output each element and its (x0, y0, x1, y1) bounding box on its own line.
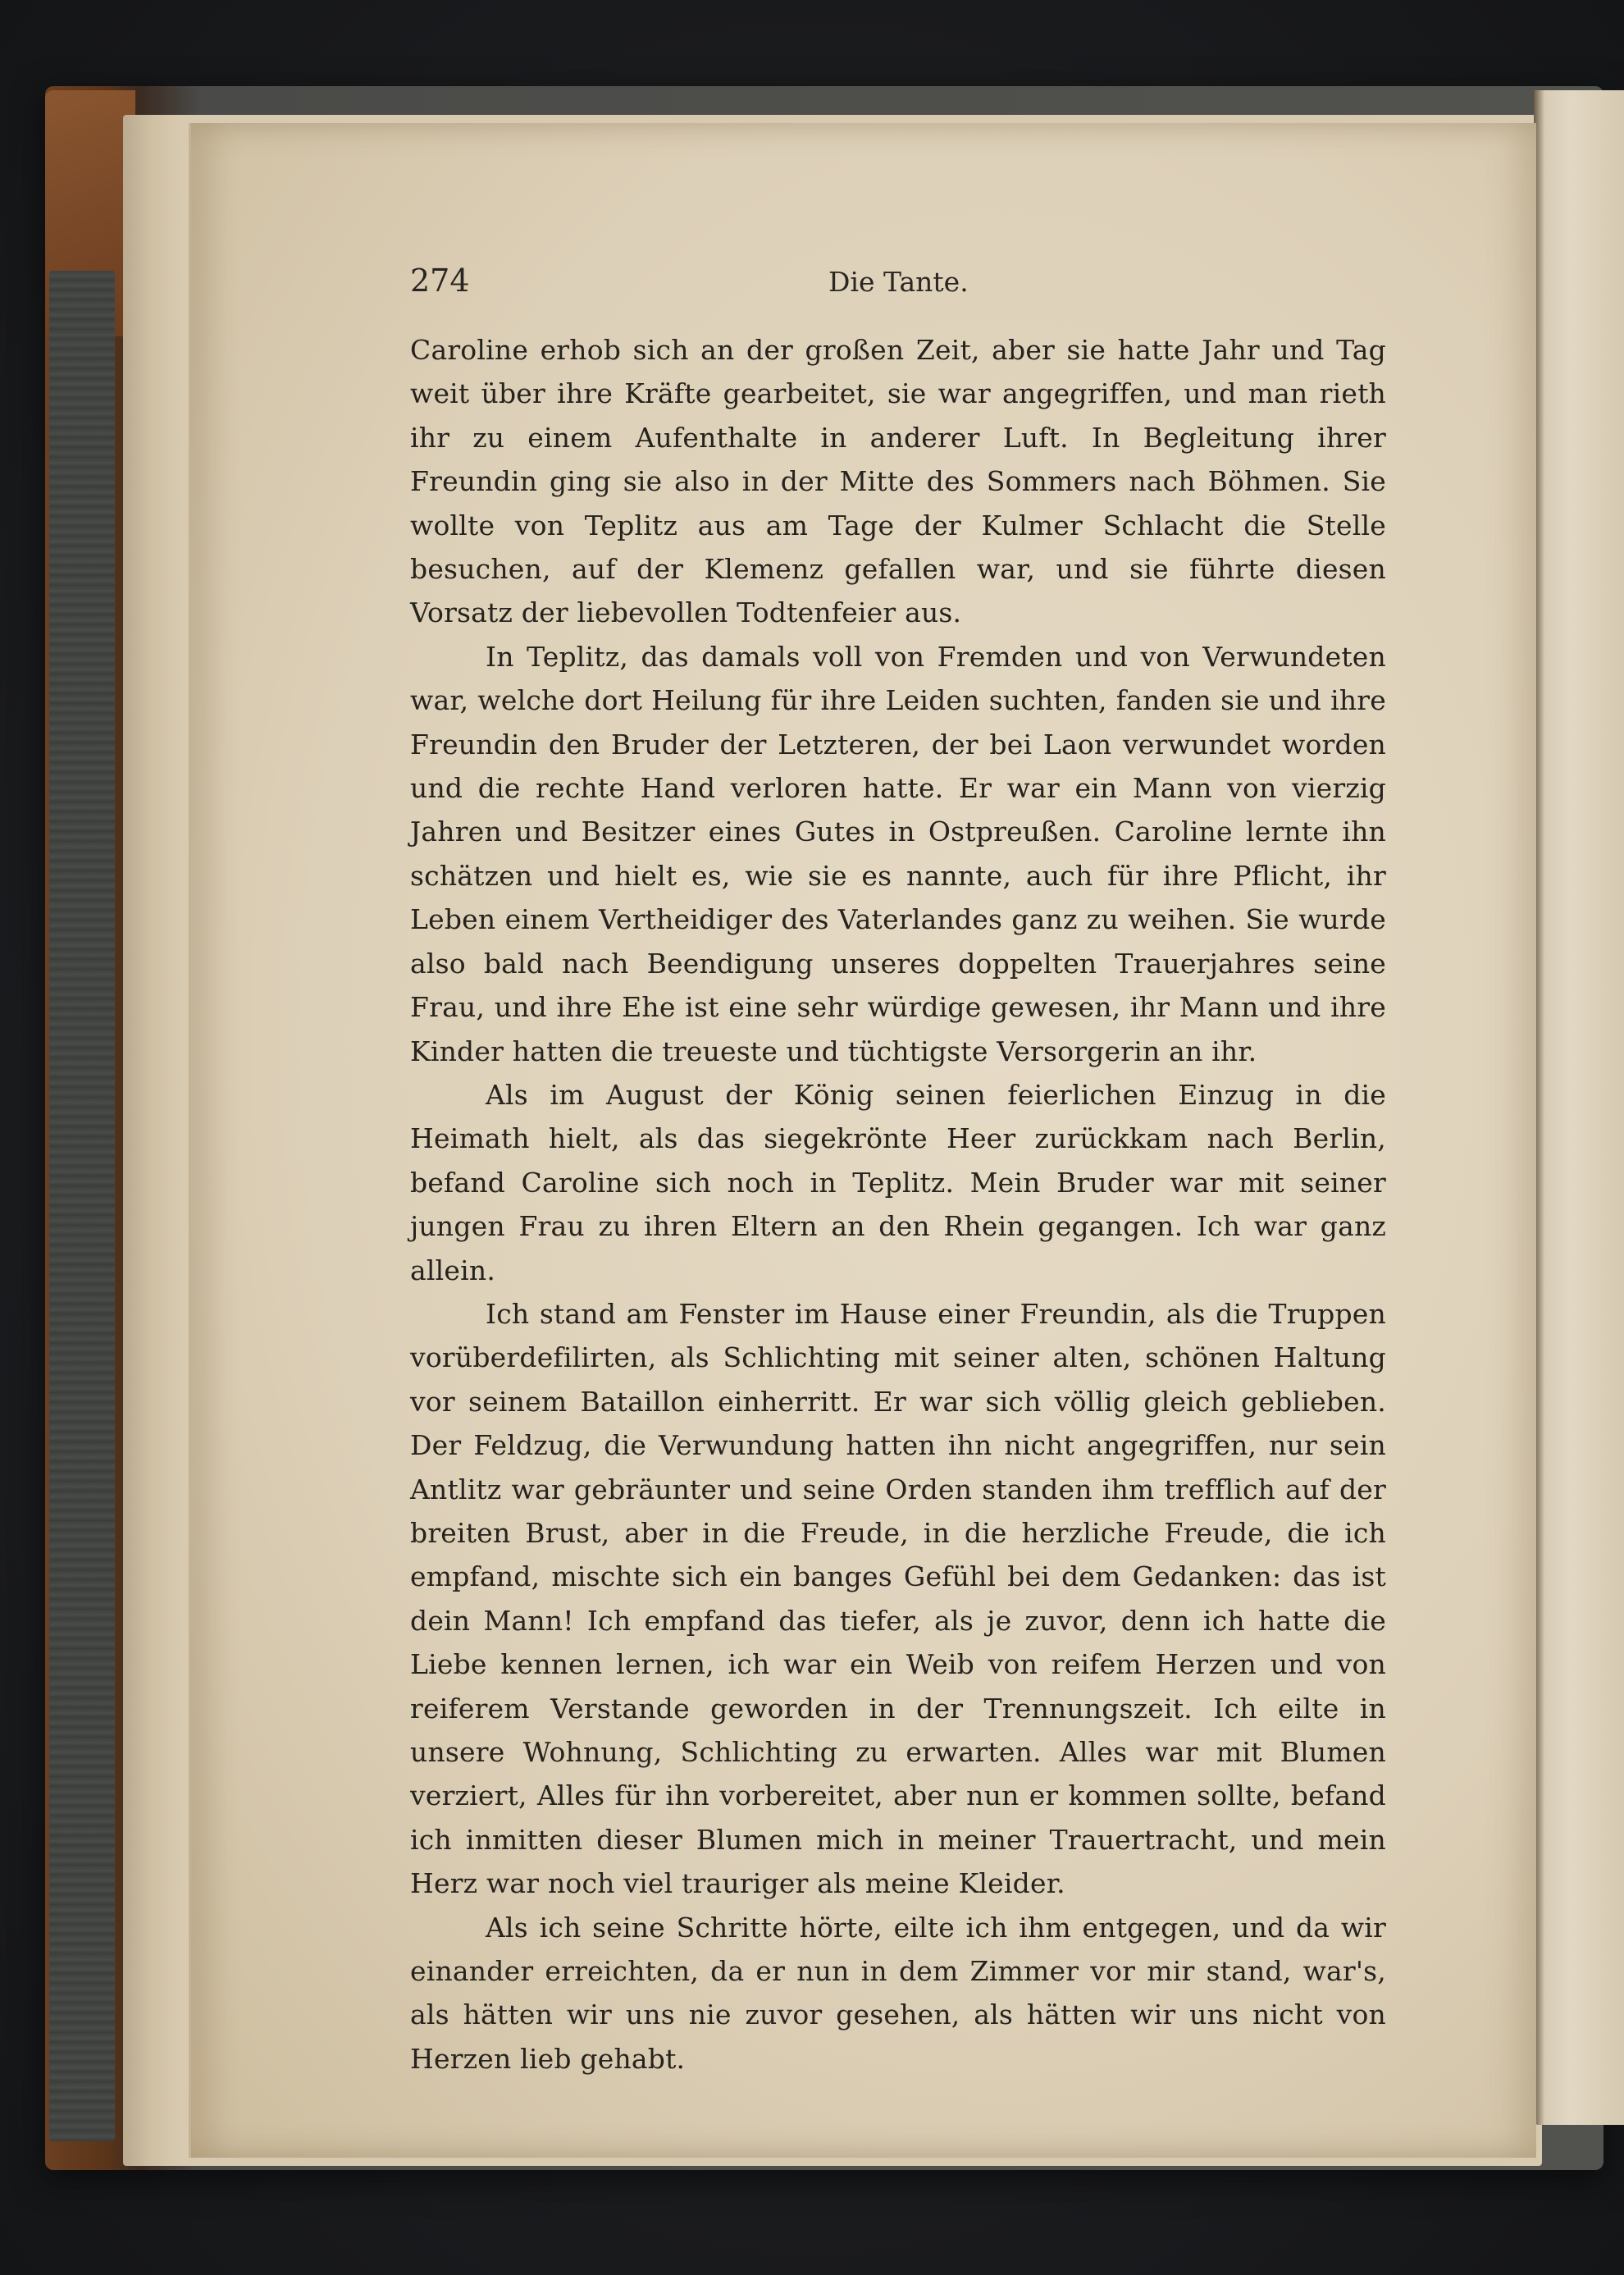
running-title: Die Tante. (828, 266, 969, 298)
paragraph: Ich stand am Fenster im Hause einer Freundin, als die Truppen vorüberdefilirten, als Schlichting mit seiner alten, schönen Haltung vor seinem Bataillon einherritt. Er war sich völlig gleich geblieben. Der Feldzug, die Verwundung hatten ihn nicht angegriffen, nur sein Antlitz war gebräunter und seine Orden standen ihm trefflich auf der breiten Brust, aber in die Freude, in die herzliche Freude, die ich empfand, mischte sich ein banges Gefühl bei dem Gedanken: das ist dein Mann! Ich empfand das tiefer, als je zuvor, denn ich hatte die Liebe kennen lernen, ich war ein Weib von reifem Herzen und von reiferem Verstande geworden in der Trennungszeit. Ich eilte in unsere Wohnung, Schlichting zu erwarten. Alles war mit Blumen verziert, Alles für ihn vorbereitet, aber nun er kommen sollte, befand ich inmitten dieser Blumen mich in meiner Trauertracht, und mein Herz war noch viel trauriger als meine Kleider. (410, 1297, 1386, 1900)
page-number: 274 (410, 263, 470, 299)
page-header (410, 263, 1370, 312)
facing-page-edge (1534, 90, 1624, 2125)
paragraph: In Teplitz, das damals voll von Fremden und von Verwundeten war, welche dort Heilung für ihre Leiden suchten, fanden sie und ihre Freundin den Bruder der Letzteren, der bei Laon verwundet worden und die rechte Hand verloren hatte. Er war ein Mann von vierzig Jahren und Besitzer eines Gutes in Ostpreußen. Caroline lernte ihn schätzen und hielt es, wie sie es nannte, auch für ihre Pflicht, ihr Leben einem Vertheidiger des Vaterlandes ganz zu weihen. Sie wurde also bald nach Beendigung unseres doppelten Trauerjahres seine Frau, und ihre Ehe ist eine sehr würdige gewesen, ihr Mann und ihre Kinder hatten die treueste und tüchtigste Versorgerin an ihr. (410, 640, 1386, 1067)
paragraph: Caroline erhob sich an der großen Zeit, aber sie hatte Jahr und Tag weit über ihre Kräfte gearbeitet, sie war angegriffen, und man rieth ihr zu einem Aufenthalte in anderer Luft. In Begleitung ihrer Freundin ging sie also in der Mitte des Sommers nach Böhmen. Sie wollte von Teplitz aus am Tage der Kulmer Schlacht die Stelle besuchen, auf der Klemenz gefallen war, und sie führte diesen Vorsatz der liebevollen Todtenfeier aus. (410, 334, 1386, 629)
page-body (410, 328, 1386, 2081)
paragraph: Als ich seine Schritte hörte, eilte ich ihm entgegen, und da wir einander erreichten, da er nun in dem Zimmer vor mir stand, war's, als hätten wir uns nie zuvor gesehen, als hätten wir uns nicht von Herzen lieb gehabt. (410, 1911, 1386, 2075)
cover-edge (49, 271, 115, 2141)
paragraph: Als im August der König seinen feierlichen Einzug in die Heimath hielt, als das siegekrönte Heer zurückkam nach Berlin, befand Caroline sich noch in Teplitz. Mein Bruder war mit seiner jungen Frau zu ihren Eltern an den Rhein gegangen. Ich war ganz allein. (410, 1078, 1386, 1286)
